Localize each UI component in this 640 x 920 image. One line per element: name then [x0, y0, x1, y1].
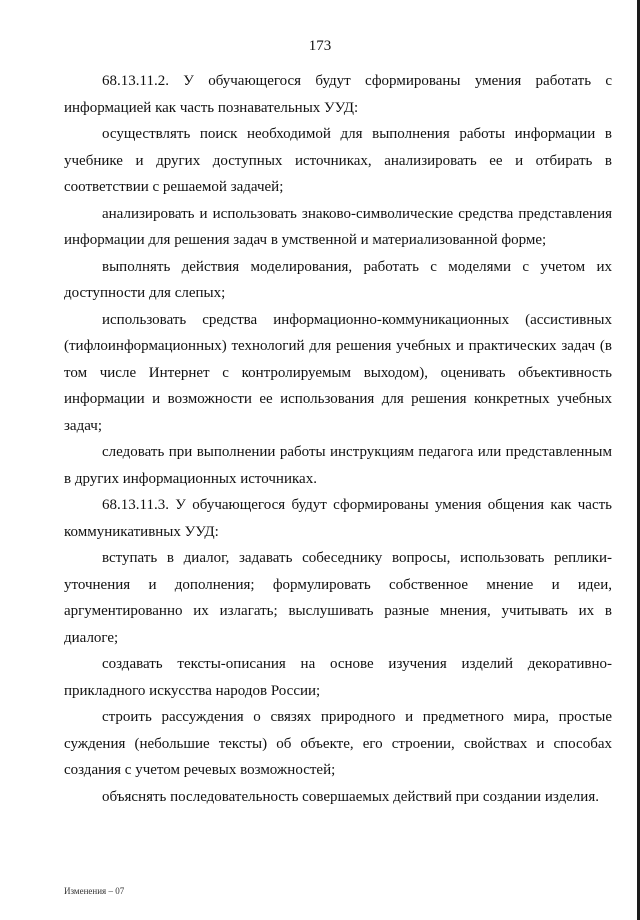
paragraph-symbolic-means: анализировать и использовать знаково-символические средства представления информации для решения задач в умственной и материализованной форме; [64, 205, 612, 248]
footer-revision-note: Изменения – 07 [64, 886, 125, 896]
paragraph-search-information: осуществлять поиск необходимой для выполнения работы информации в учебнике и других доступных источниках, анализировать ее и отбирать в соответствии с решаемой задачей; [64, 126, 612, 195]
paragraph-cognitive-heading: 68.13.11.2. У обучающегося будут сформированы умения работать с информацией как часть познавательных УУД: [64, 73, 612, 116]
paragraph-reasoning: строить рассуждения о связях природного и предметного мира, простые суждения (небольшие тексты) об объекте, его строении, свойствах и способах создания с учетом речевых возможностей; [64, 709, 612, 778]
paragraph-explain-sequence: объяснять последовательность совершаемых действий при создании изделия. [102, 788, 599, 805]
paragraph-communication-heading: 68.13.11.3. У обучающегося будут сформированы умения общения как часть коммуникативных УУД: [64, 497, 612, 540]
paragraph-ict-tools: использовать средства информационно-коммуникационных (ассистивных (тифлоинформационных) технологий для решения учебных и практических задач (в том числе Интернет с контролируемым выходом), оценивать объективность информации и возможности ее использования для решения конкретных учебных задач; [64, 311, 612, 434]
paragraph-descriptive-texts: создавать тексты-описания на основе изучения изделий декоративно-прикладного искусства народов России; [64, 656, 612, 699]
page-number: 173 [308, 38, 332, 54]
document-body [64, 68, 612, 810]
paragraph-modeling: выполнять действия моделирования, работать с моделями с учетом их доступности для слепых; [64, 258, 612, 301]
paragraph-follow-instructions: следовать при выполнении работы инструкциям педагога или представленным в других информационных источниках. [64, 444, 612, 487]
paragraph-dialogue: вступать в диалог, задавать собеседнику вопросы, использовать реплики-уточнения и дополнения; формулировать собственное мнение и идеи, аргументированно их излагать; выслушивать разные мнения, учитывать их в диалоге; [64, 550, 612, 646]
